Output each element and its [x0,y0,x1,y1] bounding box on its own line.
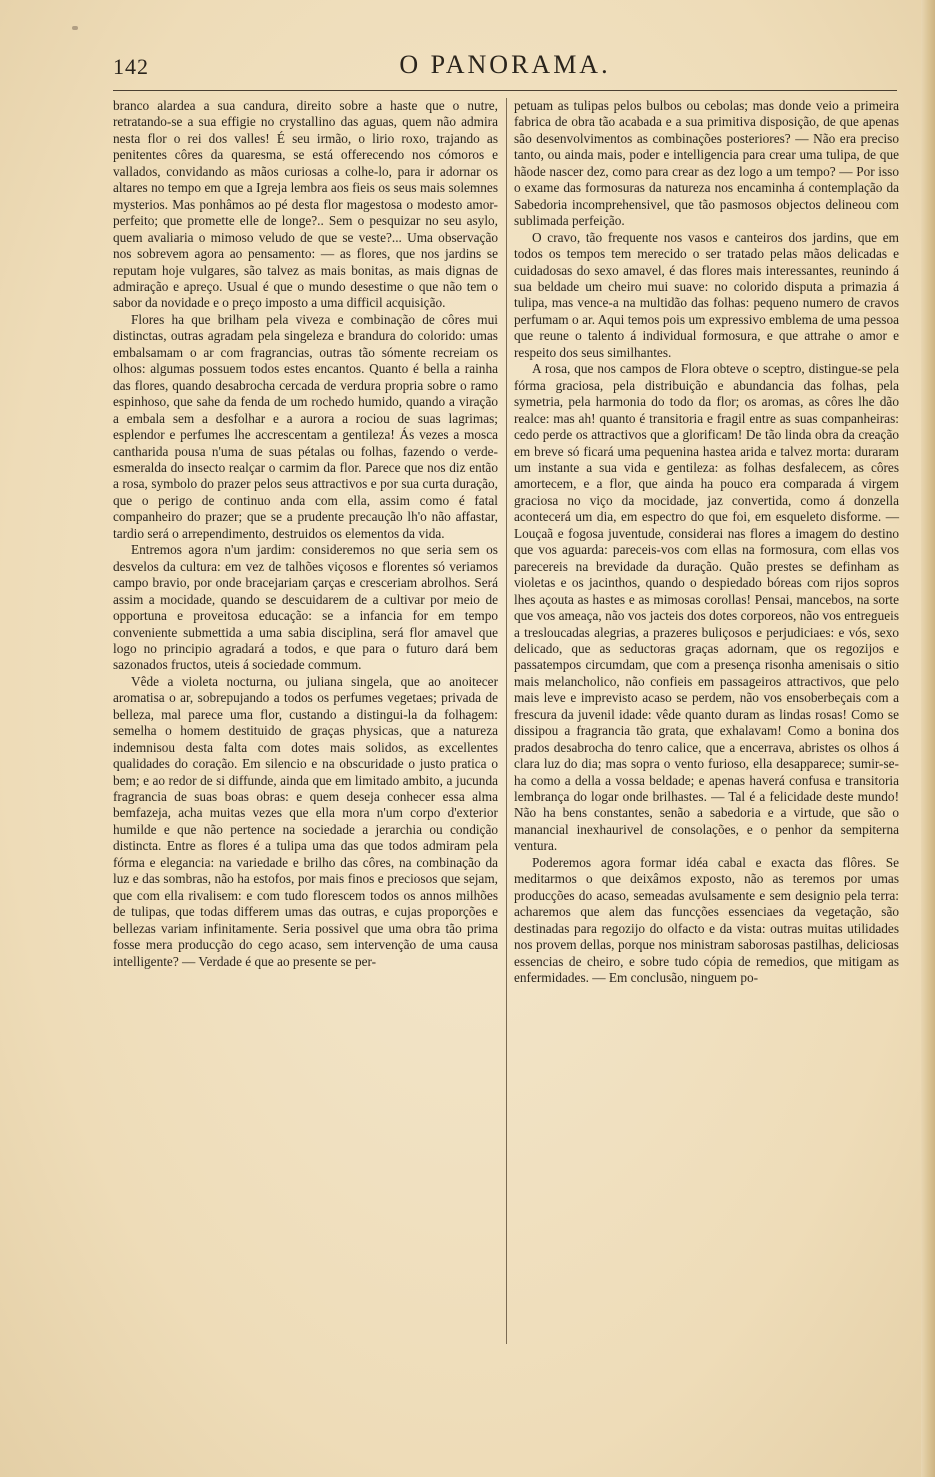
header-rule [113,90,897,91]
column-divider [506,98,507,1344]
paragraph: Flores ha que brilham pela viveza e combinação de côres mui distinctas, outras agradam pela singeleza e brandura do colorido: umas embalsamam o ar com fragrancias, outras tão sómente recreiam os olhos: algumas possuem todos estes encantos. Quanto é bella a rainha das flores, quando desabrocha cercada de verdura propria sobre o ramo espinhoso, que sahe da fenda de um rochedo humido, quando a viração a embala sem a desfolhar e a aurora a rociou de suas lagrimas; esplendor e perfumes lhe accrescentam a gentileza! Ás vezes a mosca cantharida pousa n'uma de suas pétalas ou folhas, fazendo o verde-esmeralda do insecto realçar o carmim da flor. Parece que nos diz então a rosa, symbolo do prazer pelos seus attractivos e por sua curta duração, que o perigo de continuo anda com ella, assim como é fatal companheiro do prazer; que se a prudente precaução lh'o não affastar, tardio será o arrependimento, destruidos os elementos da vida. [113,311,498,541]
paragraph: O cravo, tão frequente nos vasos e canteiros dos jardins, que em todos os tempos tem merecido o ser tratado pelas mãos delicadas e cuidadosas do sexo amavel, é das flores mais interessantes, reunindo á sua beldade um cheiro mui suave: no colorido disputa a primazia á tulipa, mas vence-a na multidão das folhas: pequeno numero de cravos perfumam o ar. Aqui temos pois um expressivo emblema de uma pessoa que reune o talento á individual formosura, e que attrahe o amor e respeito dos seus similhantes. [514,229,899,360]
right-column [514,98,899,986]
page-header [113,50,897,84]
paragraph: Vêde a violeta nocturna, ou juliana singela, que ao anoitecer aromatisa o ar, sobrepujando a todos os perfumes vegetaes; privada de belleza, mal parece uma flor, custando a distingui-la da folhagem: semelha o homem destituido de graças physicas, que a natureza indemnisou desta falta com dotes mais solidos, as excellentes qualidades do coração. Em silencio e na obscuridade o justo pratica o bem; e ao redor de si diffunde, ainda que em limitado ambito, a jucunda fragrancia de suas boas obras: e quem deseja conhecer essa alma bemfazeja, acha muitas vezes que ella mora n'um corpo d'exterior humilde e que não pertence na sociedade a jerarchia ou condição distincta. Entre as flores é a tulipa uma das que todos admiram pela fórma e elegancia: na variedade e brilho das côres, na combinação da luz e das sombras, não ha estofos, por mais finos e preciosos que sejam, que com ella rivalisem: e com tudo florescem todos os annos milhões de tulipas, que todas differem umas das outras, e cujas proporções e bellezas variam infinitamente. Seria possivel que uma obra tão prima fosse mera producção do cego acaso, sem intervenção de uma causa intelligente? — Verdade é que ao presente se per- [113,673,498,969]
paragraph: petuam as tulipas pelos bulbos ou cebolas; mas donde veio a primeira fabrica de obra tão acabada e a sua primitiva disposição, de que apenas são desenvolvimentos as combinações posteriores? — Não era preciso tanto, ou ainda mais, poder e intelligencia para crear uma tulipa, de que hãode nascer dez, como para crear as dez logo a um tempo? — Por isso o exame das formosuras da natureza nos encaminha á contemplação da Sabedoria incomprehensivel, que tão pasmosos objectos delineou com sublimada perfeição. [514,98,899,229]
paragraph: A rosa, que nos campos de Flora obteve o sceptro, distingue-se pela fórma graciosa, pela distribuição e abundancia das folhas, pela symetria, pela harmonia do todo da flor; os aromas, as côres lhe dão realce: mas ah! quanto é transitoria e fragil entre as suas companheiras: cedo perde os attractivos que a glorificam! De tão linda obra da creação em breve só ficará uma pequenina hastea arida e talvez morta: duraram um instante a sua vida e gentileza: as folhas desfalecem, as côres amortecem, e a flor, que ainda ha pouco era comparada á virgem graciosa no viço da mocidade, jaz convertida, como á donzella acontecerá um dia, em espectro do que foi, em esqueleto disforme. — Louçaã e fogosa juventude, considerai nas flores a imagem do destino que vos aguarda: pareceis-vos com ellas na formosura, com ellas vos parecereis na brevidade da duração. Quão prestes se definham as violetas e os jacinthos, quando o despiedado bóreas com rijos sopros lhes açouta as hastes e as mimosas corollas! Pensai, mancebos, na sorte que vos ameaça, não vos jacteis dos dotes corporeos, não vos entregueis a tresloucadas alegrias, a prazeres buliçosos e perjudiciaes: e vós, sexo delicado, que as seductoras graças adornam, que os regozijos e passatempos circumdam, que com a presença risonha amenisais o sitio mais melancholico, não confieis em passageiros attractivos, que pelo mais leve e imprevisto acaso se perdem, não vos ensoberbeçais com a frescura da juvenil idade: vêde quanto duram as lindas rosas! Como se dissipou a fragrancia tão grata, que exhalavam! Como a bonina dos prados desabrocha do tenro calice, que a encerrava, abristes os olhos á clara luz do dia; mas sopra o vento furioso, ella desapparece; sumir-se-ha como a della a vossa beldade; e apenas haverá confusa e transitoria lembrança do logar onde brilhastes. — Tal é a felicidade deste mundo! Não ha bens constantes, senão a sabedoria e a virtude, que são o manancial inexhaurivel de consolações, e o penhor da sempiterna ventura. [514,361,899,854]
paragraph: branco alardea a sua candura, direito sobre a haste que o nutre, retratando-se a sua effigie no crystallino das aguas, quem não admira nesta flor o rei dos valles! É seu irmão, o lirio roxo, trajando as penitentes côres da quaresma, se está offerecendo nos cómoros e vallados, convidando as mãos curiosas a colhe-lo, para ir adornar os altares no tempo em que a Igreja lembra aos fieis os seus mais solemnes mysterios. Mas ponhâmos ao pé desta flor magestosa o modesto amor-perfeito; que promette elle de longe?.. Sem o pesquizar no seu asylo, quem avaliaria o mimoso veludo de que se veste?... Uma observação nos sobrevem agora ao pensamento: — as flores, que nos jardins se reputam hoje vulgares, são talvez as mais bonitas, as mais dignas de admiração e apreço. Usual é que o mundo desestime o que não tem o sabor da novidade e o preço imposto a uma difficil acquisição. [113,98,498,311]
page-edge [921,0,935,1477]
ink-speck [72,26,78,30]
running-title: O PANORAMA. [399,50,611,79]
paragraph: Entremos agora n'um jardim: consideremos no que seria sem os desvelos da cultura: em vez de talhões viçosos e florentes só veriamos campo bravio, por onde bracejariam çarças e cresceriam abrolhos. Será assim a mocidade, quando se descuidarem de a cultivar por meio de opportuna e proveitosa educação: se a infancia for em tempo conveniente submettida a uma sabia disciplina, será flor amavel que logo no principio agradará a todos, e que para o futuro dará bem sazonados fructos, uteis á sociedade commum. [113,542,498,673]
page-number: 142 [113,54,149,79]
left-column [113,98,498,970]
paragraph: Poderemos agora formar idéa cabal e exacta das flôres. Se meditarmos o que deixâmos exposto, não as teremos por umas producções do acaso, semeadas avulsamente e sem designio pela terra: acharemos que alem das funcções essenciaes da vegetação, são destinadas para regozijo do olfacto e da vista: outras muitas utilidades nos provem dellas, porque nos ministram saborosas pastilhas, deliciosas essencias de cheiro, e sobre tudo cópia de remedios, que mitigam as enfermidades. — Em conclusão, ninguem po- [514,854,899,986]
